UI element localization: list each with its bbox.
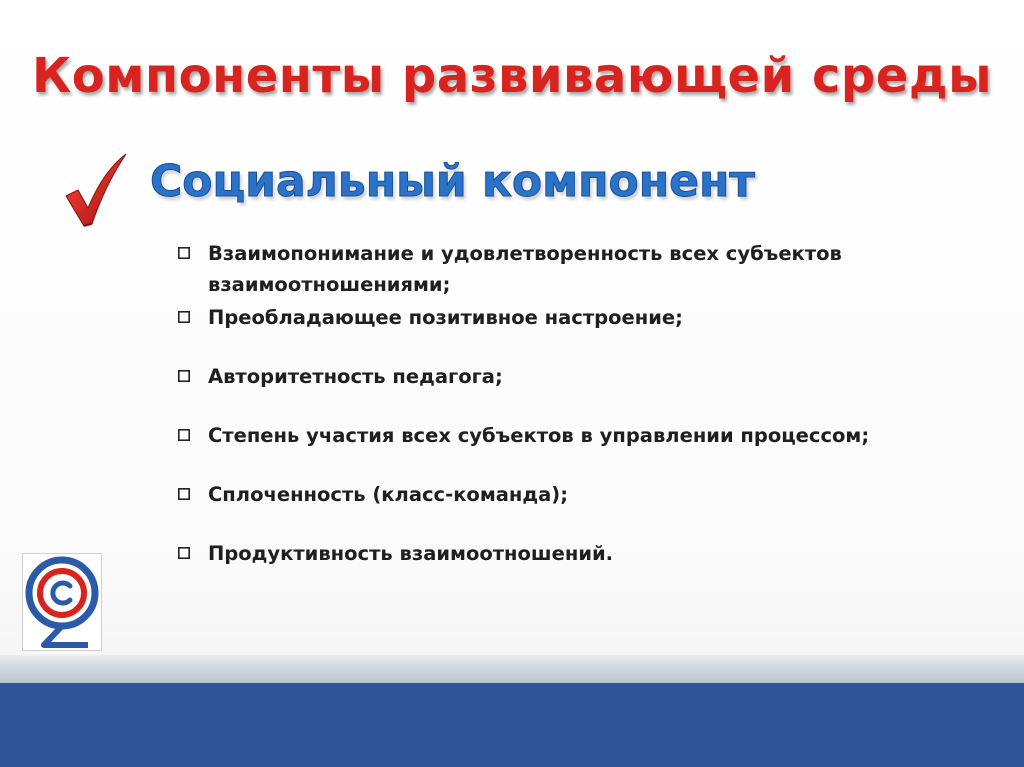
checkbox-bullet-icon [178,488,190,500]
slide-subtitle: Социальный компонент [150,156,755,207]
bullet-text: Продуктивность взаимоотношений. [208,542,614,565]
checkbox-bullet-icon [178,247,190,259]
list-item [176,479,896,510]
checkbox-bullet-icon [178,547,190,559]
bullet-list [176,238,896,569]
bullet-text: Преобладающее позитивное настроение; [208,306,683,329]
list-item [176,420,896,451]
list-item [176,361,896,392]
list-item [176,538,896,569]
footer-band-dark [0,683,1024,767]
list-item [176,238,896,300]
checkbox-bullet-icon [178,370,190,382]
checkbox-bullet-icon [178,429,190,441]
bullet-text: Сплоченность (класс-команда); [208,483,569,506]
list-item [176,302,896,333]
bullet-text: Степень участия всех субъектов в управлении процессом; [208,424,870,447]
footer-band-light [0,655,1024,683]
checkmark-icon [60,150,130,230]
checkbox-bullet-icon [178,311,190,323]
slide-title: Компоненты развивающей среды [32,48,992,104]
bullet-text: Авторитетность педагога; [208,365,503,388]
bullet-text: Взаимопонимание и удовлетворенность всех субъектов взаимоотношениями; [208,242,842,296]
logo-icon [22,553,102,651]
